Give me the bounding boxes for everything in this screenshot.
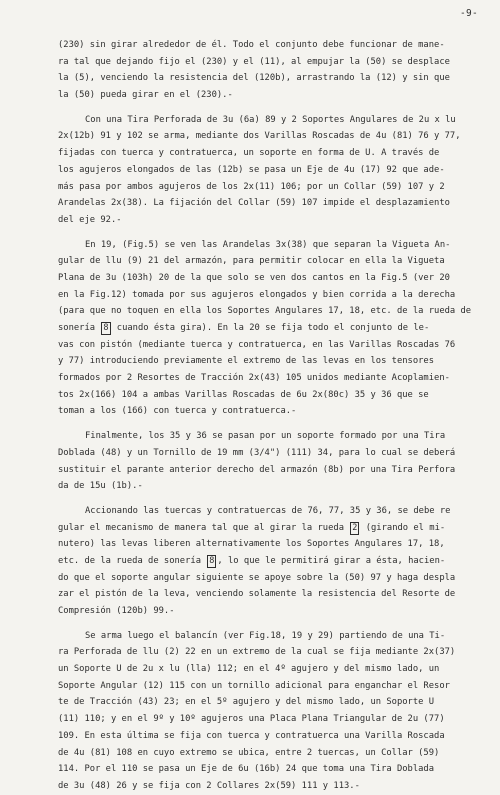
text-line: 109. En esta última se fija con tuerca y contratuerca una Varilla Roscada: [58, 730, 445, 741]
text-line: Con una Tira Perforada de 3u (6a) 89 y 2 Soportes Angulares de 2u x lu: [85, 114, 456, 125]
text-line: los agujeros elongados de las (12b) se pasa un Eje de 4u (17) 92 que ade-: [58, 164, 445, 175]
paragraph-gap: [58, 620, 474, 628]
text-line: la (50) pueda girar en el (230).-: [58, 90, 233, 101]
paragraph-gap: [58, 229, 474, 237]
text-line: sustituir el parante anterior derecho del armazón (8b) por una Tira Perfora: [58, 464, 456, 475]
text-line: zar el pistón de la leva, venciendo solamente la resistencia del Resorte de: [58, 589, 456, 600]
text-line: da de 15u (1b).-: [58, 481, 143, 492]
paragraph: [58, 37, 474, 104]
text-line: sonería 8 cuando ésta gira). En la 20 se fija todo el conjunto de le-: [58, 323, 430, 333]
paragraph-gap: [58, 420, 474, 428]
text-line: Soporte Angular (12) 115 con un tornillo adicional para enganchar el Resor: [58, 680, 450, 691]
document-body: [58, 37, 474, 795]
text-line: del eje 92.-: [58, 214, 122, 225]
text-line: Compresión (120b) 99.-: [58, 606, 175, 616]
text-line: de 3u (48) 26 y se fija con 2 Collares 2x(59) 111 y 113.-: [58, 780, 360, 791]
text-line: vas con pistón (mediante tuerca y contratuerca, en las Varillas Roscadas 76: [58, 339, 456, 350]
text-line: la (5), venciendo la resistencia del (120b), arrastrando la (12) y sin que: [58, 73, 450, 84]
paragraph-gap: [58, 495, 474, 503]
paragraph: [58, 628, 474, 795]
text-line: y 77) introduciendo previamente el extremo de las levas en los tensores: [58, 356, 435, 367]
text-line: un Soporte U de 2u x lu (lla) 112; en el 4º agujero y del mismo lado, un: [58, 664, 440, 675]
text-line: 2x(12b) 91 y 102 se arma, mediante dos Varillas Roscadas de 4u (81) 76 y 77,: [58, 131, 461, 142]
text-line: nutero) las levas liberen alternativamente los Soportes Angulares 17, 18,: [58, 539, 445, 550]
paragraph: [58, 428, 474, 495]
text-line: Se arma luego el balancín (ver Fig.18, 19 y 29) partiendo de una Ti-: [85, 630, 446, 641]
text-line: Plana de 3u (103h) 20 de la que solo se ven dos cantos en la Fig.5 (ver 20: [58, 272, 450, 283]
boxed-number: 8: [103, 323, 109, 333]
text-line: Arandelas 2x(38). La fijación del Collar (59) 107 impide el desplazamiento: [58, 198, 450, 209]
text-line: 114. Por el 110 se pasa un Eje de 6u (16b) 24 que toma una Tira Doblada: [58, 764, 435, 775]
paragraph: [58, 112, 474, 229]
text-line: formados por 2 Resortes de Tracción 2x(43) 105 unidos mediante Acoplamien-: [58, 373, 450, 384]
text-line: te de Tracción (43) 23; en el 5º agujero y del mismo lado, un Soporte U: [58, 697, 435, 708]
text-line: toman a los (166) con tuerca y contratuerca.-: [58, 406, 297, 417]
text-line: fijadas con tuerca y contratuerca, un soporte en forma de U. A través de: [58, 148, 440, 159]
text-line: gular de llu (9) 21 del armazón, para permitir colocar en ella la Vigueta: [58, 256, 445, 267]
text-line: do que el soporte angular siguiente se apoye sobre la (50) 97 y haga despla: [58, 572, 456, 583]
text-line: etc. de la rueda de sonería 8 , lo que le permitirá girar a ésta, hacien-: [58, 555, 446, 566]
text-line: En 19, (Fig.5) se ven las Arandelas 3x(38) que separan la Vigueta An-: [85, 239, 451, 250]
text-line: ra Perforada de llu (2) 22 en un extremo de la cual se fija mediante 2x(37): [58, 647, 456, 658]
text-line: (11) 110; y en el 9º y 10º agujeros una Placa Plana Triangular de 2u (77): [58, 714, 445, 725]
text-line: (230) sin girar alrededor de él. Todo el conjunto debe funcionar de mane-: [58, 40, 445, 50]
boxed-number: 8: [209, 555, 215, 566]
text-line: ra tal que dejando fijo el (230) y el (11), al empujar la (50) se desplace: [58, 56, 450, 67]
text-line: (para que no toquen en ella los Soportes Angulares 17, 18, etc. de la rueda de: [58, 306, 472, 317]
text-line: Finalmente, los 35 y 36 se pasan por un soporte formado por una Tira: [85, 431, 446, 442]
text-line: Doblada (48) y un Tornillo de 19 mm (3/4") (111) 34, para lo cual se deberá: [58, 447, 456, 458]
text-line: más pasa por ambos agujeros de los 2x(11) 106; por un Collar (59) 107 y 2: [58, 181, 445, 192]
page-number: -9-: [459, 8, 478, 19]
paragraph: [58, 503, 474, 620]
paragraph-gap: [58, 104, 474, 112]
text-line: en la Fig.12) tomada por sus agujeros elongados y bien corrida a la derecha: [58, 289, 456, 300]
paragraph: [58, 237, 474, 421]
text-line: de 4u (81) 108 en cuyo extremo se ubica, entre 2 tuercas, un Collar (59): [58, 747, 440, 758]
boxed-number: 2: [352, 522, 358, 533]
text-line: Accionando las tuercas y contratuercas de 76, 77, 35 y 36, se debe re: [85, 505, 451, 516]
text-line: tos 2x(166) 104 a ambas Varillas Roscadas de 6u 2x(80c) 35 y 36 que se: [58, 389, 429, 400]
text-line: gular el mecanismo de manera tal que al girar la rueda 2 (girando el mi-: [58, 522, 446, 533]
